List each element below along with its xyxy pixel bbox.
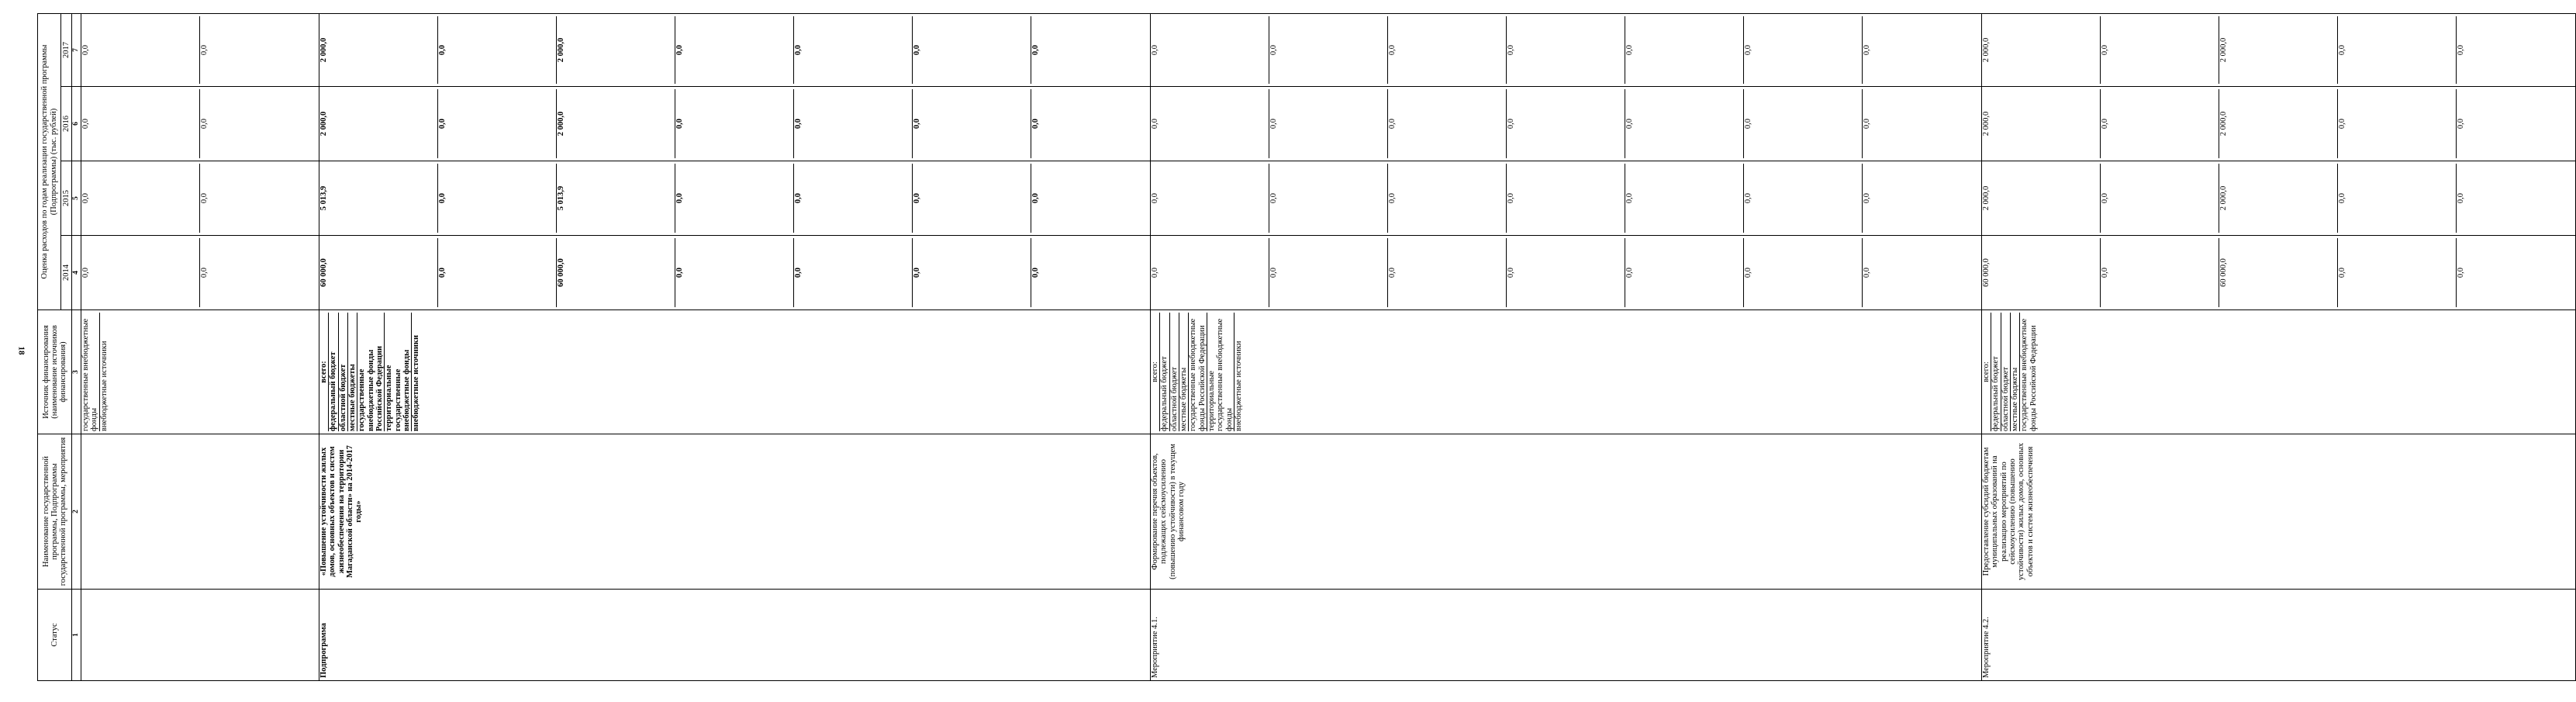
col-index-1: 1 (72, 590, 81, 681)
name-cell: Предоставление субсидий бюджетам муниципальных образований на реализацию мероприятий по сейсмоусилению (повышению устойчивости) жилых домов, основных объектов и систем жизнеобеспечения (1982, 434, 2576, 590)
value-item: 0,0 (81, 164, 200, 233)
value-item: 0,0 (794, 89, 913, 158)
value-item: 2 000,0 (2219, 164, 2338, 233)
value-item: 0,0 (675, 164, 794, 233)
value-item: 0,0 (913, 164, 1031, 233)
value-item: 0,0 (2338, 16, 2457, 84)
source-item: государственные внебюджетные фонды Российской Федерации (357, 313, 385, 431)
carry-status-cell (81, 590, 319, 681)
value-item: 0,0 (1625, 89, 1744, 158)
source-item: территориальные государственные внебюджетные фонды (1207, 313, 1234, 431)
value-item: 0,0 (2338, 164, 2457, 233)
header-year-2015: 2015 (61, 161, 72, 236)
carry-over-row (81, 14, 319, 681)
value-cell-2017 (1982, 14, 2576, 87)
value-item: 0,0 (794, 238, 913, 307)
source-item: областной бюджет (2001, 313, 2011, 431)
program-row (1151, 14, 1982, 681)
col-index-2: 2 (72, 434, 81, 590)
value-item: 0,0 (1625, 164, 1744, 233)
value-item: 0,0 (1269, 89, 1388, 158)
value-item: 0,0 (81, 89, 200, 158)
value-cell-2014 (1982, 236, 2576, 310)
value-item: 0,0 (438, 164, 557, 233)
page-number: 18 (16, 346, 26, 355)
value-item: 0,0 (1625, 16, 1744, 84)
carry-2017-cell (81, 14, 319, 87)
source-item: областной бюджет (339, 313, 348, 431)
value-cell-2017 (319, 14, 1151, 87)
status-cell: Подпрограмма (319, 590, 1151, 681)
carry-source-cell (81, 310, 319, 434)
carry-2014-cell (81, 236, 319, 310)
source-item: областной бюджет (1170, 313, 1179, 431)
value-item: 2 000,0 (1982, 16, 2101, 84)
value-item: 0,0 (2457, 118, 2465, 130)
value-item: 0,0 (1863, 118, 1871, 130)
header-status: Статус (38, 590, 72, 681)
col-index-4: 4 (72, 236, 81, 310)
source-item: всего: (1982, 313, 1991, 431)
value-item: 0,0 (1625, 238, 1744, 307)
value-item: 5 013,9 (319, 164, 438, 233)
source-item: государственные внебюджетные фонды (81, 313, 100, 431)
value-item: 0,0 (1507, 16, 1625, 84)
col-index-7: 7 (72, 14, 81, 87)
value-item: 0,0 (438, 238, 557, 307)
source-item: местные бюджеты (348, 313, 357, 431)
value-item: 2 000,0 (557, 16, 675, 84)
value-item: 0,0 (1151, 238, 1269, 307)
value-item: 0,0 (1031, 192, 1040, 204)
value-item: 0,0 (1863, 44, 1871, 56)
value-item: 0,0 (1388, 16, 1507, 84)
value-item: 0,0 (2101, 89, 2219, 158)
value-item: 5 013,9 (557, 164, 675, 233)
rotated-table-container (37, 14, 2465, 681)
value-item: 0,0 (1151, 16, 1269, 84)
program-row (1982, 14, 2576, 681)
value-item: 0,0 (2101, 238, 2219, 307)
header-source: Источник финансирования (наименование источников финансирования) (38, 310, 72, 434)
name-cell: Формирование перечня объектов, подлежащих сейсмоусилению (повышению устойчивости) в текущем финансовом году (1151, 434, 1982, 590)
source-item: местные бюджеты (2011, 313, 2020, 431)
source-item: местные бюджеты (1179, 313, 1189, 431)
value-cell-2015 (319, 161, 1151, 236)
value-item: 0,0 (794, 164, 913, 233)
value-item: 2 000,0 (319, 89, 438, 158)
col-index-5: 5 (72, 161, 81, 236)
value-item: 0,0 (438, 16, 557, 84)
value-cell-2014 (1151, 236, 1982, 310)
header-year-2017: 2017 (61, 14, 72, 87)
table-body (81, 14, 2576, 681)
value-cell-2015 (1151, 161, 1982, 236)
value-item: 0,0 (1744, 238, 1863, 307)
source-item: государственные внебюджетные фонды Российской Федерации (2020, 318, 2038, 431)
value-item: 0,0 (1031, 267, 1040, 278)
source-cell (319, 310, 1151, 434)
value-item: 0,0 (2457, 192, 2465, 204)
value-cell-2014 (319, 236, 1151, 310)
header-year-2016: 2016 (61, 87, 72, 161)
source-item: федеральный бюджет (329, 313, 338, 431)
value-item: 0,0 (2101, 164, 2219, 233)
value-cell-2016 (1151, 87, 1982, 161)
value-item: 0,0 (200, 192, 209, 204)
value-item: 0,0 (675, 16, 794, 84)
carry-name-cell (81, 434, 319, 590)
value-item: 2 000,0 (319, 16, 438, 84)
value-item: 2 000,0 (1982, 89, 2101, 158)
value-item: 0,0 (200, 44, 209, 56)
source-item: внебюджетные источники (412, 334, 421, 431)
value-cell-2016 (1982, 87, 2576, 161)
value-item: 0,0 (1507, 238, 1625, 307)
header-estimate: Оценка расходов по годам реализации государственной программы (Подпрограммы) (тыс. рублей) (38, 14, 61, 310)
budget-table (37, 13, 2576, 681)
value-item: 0,0 (1388, 164, 1507, 233)
source-item: федеральный бюджет (1991, 313, 2001, 431)
col-index-3: 3 (72, 310, 81, 434)
source-item: государственные внебюджетные фонды Российской Федерации (1189, 313, 1207, 431)
source-cell (1151, 310, 1982, 434)
value-item: 0,0 (200, 118, 209, 130)
value-item: 60 000,0 (319, 238, 438, 307)
value-item: 2 000,0 (2219, 16, 2338, 84)
program-row (319, 14, 1151, 681)
value-item: 0,0 (913, 16, 1031, 84)
value-item: 0,0 (1388, 238, 1507, 307)
value-item: 0,0 (1744, 89, 1863, 158)
value-item: 0,0 (2338, 89, 2457, 158)
value-item: 2 000,0 (557, 89, 675, 158)
header-name: Наименование государственной программы, Подпрограммы государственной программы, мероприятия (38, 434, 72, 590)
source-item: внебюджетные источники (99, 341, 109, 431)
source-item: внебюджетные источники (1234, 341, 1243, 431)
value-item: 60 000,0 (1982, 238, 2101, 307)
value-item: 0,0 (1863, 192, 1871, 204)
value-item: 2 000,0 (2219, 89, 2338, 158)
value-item: 0,0 (438, 89, 557, 158)
value-item: 0,0 (675, 238, 794, 307)
value-item: 0,0 (1151, 164, 1269, 233)
value-item: 0,0 (675, 89, 794, 158)
value-item: 60 000,0 (557, 238, 675, 307)
value-item: 0,0 (81, 238, 200, 307)
value-item: 0,0 (81, 16, 200, 84)
value-item: 0,0 (794, 16, 913, 84)
value-item: 0,0 (1031, 44, 1040, 56)
value-item: 0,0 (1507, 164, 1625, 233)
value-item: 2 000,0 (1982, 164, 2101, 233)
value-item: 0,0 (1151, 89, 1269, 158)
value-item: 60 000,0 (2219, 238, 2338, 307)
value-item: 0,0 (1269, 164, 1388, 233)
header-year-2014: 2014 (61, 236, 72, 310)
value-cell-2016 (319, 87, 1151, 161)
value-item: 0,0 (913, 238, 1031, 307)
carry-2016-cell (81, 87, 319, 161)
source-item: всего: (319, 313, 329, 431)
source-item: территориальные государственные внебюджетные фонды (385, 313, 412, 431)
col-index-6: 6 (72, 87, 81, 161)
value-item: 0,0 (1744, 164, 1863, 233)
value-item: 0,0 (1863, 267, 1871, 278)
name-cell: «Повышение устойчивости жилых домов, основных объектов и систем жизнеобеспечения на территории Магаданской области» на 2014-2017 годы» (319, 434, 1151, 590)
value-item: 0,0 (1744, 16, 1863, 84)
carry-2015-cell (81, 161, 319, 236)
value-item: 0,0 (1388, 89, 1507, 158)
source-cell (1982, 310, 2576, 434)
source-item: федеральный бюджет (1160, 313, 1169, 431)
value-item: 0,0 (2338, 238, 2457, 307)
value-item: 0,0 (2457, 267, 2465, 278)
value-item: 0,0 (1507, 89, 1625, 158)
value-item: 0,0 (1269, 16, 1388, 84)
value-item: 0,0 (200, 267, 209, 278)
value-item: 0,0 (2101, 16, 2219, 84)
value-cell-2015 (1982, 161, 2576, 236)
value-item: 0,0 (2457, 44, 2465, 56)
source-item: всего: (1151, 313, 1160, 431)
value-cell-2017 (1151, 14, 1982, 87)
status-cell: Мероприятие 4.2. (1982, 590, 2576, 681)
value-item: 0,0 (1031, 118, 1040, 130)
value-item: 0,0 (1269, 238, 1388, 307)
status-cell: Мероприятие 4.1. (1151, 590, 1982, 681)
value-item: 0,0 (913, 89, 1031, 158)
